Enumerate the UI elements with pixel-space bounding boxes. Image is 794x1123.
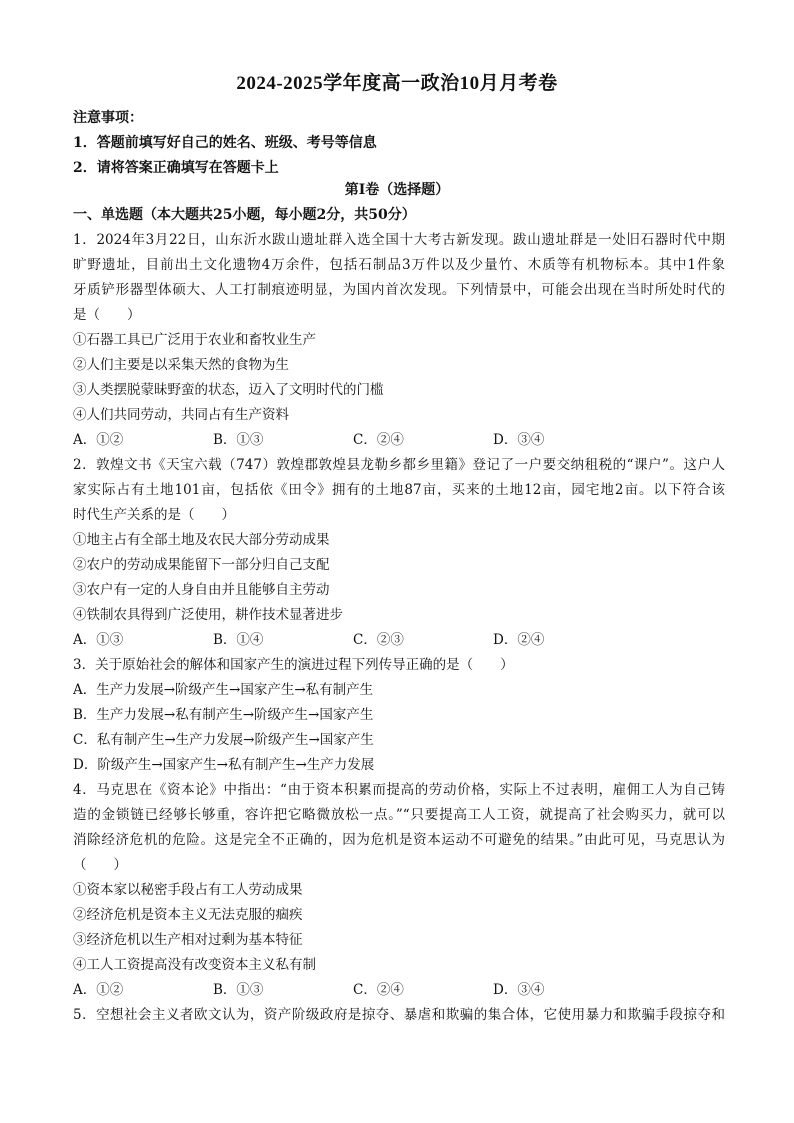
option-b: B．生产力发展→私有制产生→阶级产生→国家产生	[73, 707, 374, 723]
statement-item: ④铁制农具得到广泛使用，耕作技术显著进步	[73, 607, 343, 623]
question-list	[73, 228, 725, 1028]
statement-item: ④工人工资提高没有改变资本主义私有制	[73, 957, 316, 973]
option-d: D．阶级产生→国家产生→私有制产生→生产力发展	[73, 757, 375, 773]
question-1	[73, 228, 725, 453]
option-c: C．②④	[353, 982, 404, 998]
statement-item: ③人类摆脱蒙昧野蛮的状态，迈入了文明时代的门槛	[73, 382, 384, 398]
question-4	[73, 778, 725, 1003]
question-stem-line: 时代生产关系的是（ ）	[73, 507, 235, 523]
option-b: B．①③	[213, 432, 264, 448]
statement-item: ②农户的劳动成果能留下一部分归自己支配	[73, 557, 330, 573]
option-c: C．②③	[353, 632, 404, 648]
statement-item: ①地主占有全部土地及农民大部分劳动成果	[73, 532, 330, 548]
question-stem-line: 3．关于原始社会的解体和国家产生的演进过程下列传导正确的是（ ）	[73, 657, 514, 673]
answer-options	[73, 628, 725, 653]
option-a: A．①③	[73, 632, 124, 648]
page-title: 2024-2025学年度高一政治10月月考卷	[236, 73, 558, 94]
question-3	[73, 653, 725, 778]
question-stem-line: 1．2024年3月22日，山东沂水跋山遗址群入选全国十大考古新发现。跋山遗址群是一处旧石器时代中期	[73, 232, 725, 248]
question-5	[73, 1003, 725, 1028]
question-stem-line: 家实际占有土地101亩，包括依《田令》拥有的土地87亩，买来的土地12亩，园宅地2亩。以下符合该	[73, 482, 725, 498]
statement-item: ③经济危机以生产相对过剩为基本特征	[73, 932, 303, 948]
question-stem-line: 消除经济危机的危险。这是完全不正确的，因为危机是资本运动不可避免的结果。”由此可见，马克思认为	[73, 832, 725, 848]
question-2	[73, 453, 725, 653]
part-heading: 一、单选题（本大题共25小题，每小题2分，共50分）	[73, 207, 416, 223]
statement-item: ①石器工具已广泛用于农业和畜牧业生产	[73, 332, 316, 348]
option-d: D．③④	[493, 432, 545, 448]
question-stem-line: 是（ ）	[73, 307, 141, 323]
notice-heading: 注意事项：	[73, 110, 143, 126]
notice-item: 1．答题前填写好自己的姓名、班级、考号等信息	[73, 135, 377, 151]
question-stem-line: 造的金锁链已经够长够重，容许把它略微放松一点。”“只要提高工人工资，就提高了社会购买力，就可以	[73, 807, 725, 823]
question-stem-line: 4．马克思在《资本论》中指出：“由于资本积累而提高的劳动价格，实际上不过表明，雇佣工人为自己铸	[73, 782, 725, 798]
notice-block	[73, 106, 733, 181]
option-d: D．③④	[493, 982, 545, 998]
statement-item: ②经济危机是资本主义无法克服的痼疾	[73, 907, 303, 923]
option-d: D．②④	[493, 632, 545, 648]
option-c: C．②④	[353, 432, 404, 448]
notice-item: 2．请将答案正确填写在答题卡上	[73, 160, 279, 176]
option-c: C．私有制产生→生产力发展→阶级产生→国家产生	[73, 732, 374, 748]
option-a: A．①②	[73, 432, 124, 448]
answer-options	[73, 978, 725, 1003]
section-title: 第Ⅰ卷（选择题）	[344, 182, 450, 198]
question-stem-line: 旷野遗址，目前出土文化遗物4万余件，包括石制品3万件以及少量竹、木质等有机物标本。其中1件象	[73, 257, 725, 273]
statement-item: ④人们共同劳动，共同占有生产资料	[73, 407, 289, 423]
statement-item: ②人们主要是以采集天然的食物为生	[73, 357, 289, 373]
option-b: B．①④	[213, 632, 264, 648]
question-stem-line: （ ）	[73, 857, 127, 873]
option-b: B．①③	[213, 982, 264, 998]
option-a: A．生产力发展→阶级产生→国家产生→私有制产生	[73, 682, 374, 698]
question-stem-line: 5．空想社会主义者欧文认为，资产阶级政府是掠夺、暴虐和欺骗的集合体，它使用暴力和欺骗手段掠夺和	[73, 1007, 725, 1023]
option-a: A．①②	[73, 982, 124, 998]
question-stem-line: 2．敦煌文书《天宝六载（747）敦煌郡敦煌县龙勒乡都乡里籍》登记了一户要交纳租税的“课户”。这户人	[73, 457, 725, 473]
answer-options	[73, 428, 725, 453]
statement-item: ③农户有一定的人身自由并且能够自主劳动	[73, 582, 330, 598]
question-stem-line: 牙质铲形器型体硕大、人工打制痕迹明显，为国内首次发现。下列情景中，可能会出现在当时所处时代的	[73, 282, 725, 298]
statement-item: ①资本家以秘密手段占有工人劳动成果	[73, 882, 303, 898]
